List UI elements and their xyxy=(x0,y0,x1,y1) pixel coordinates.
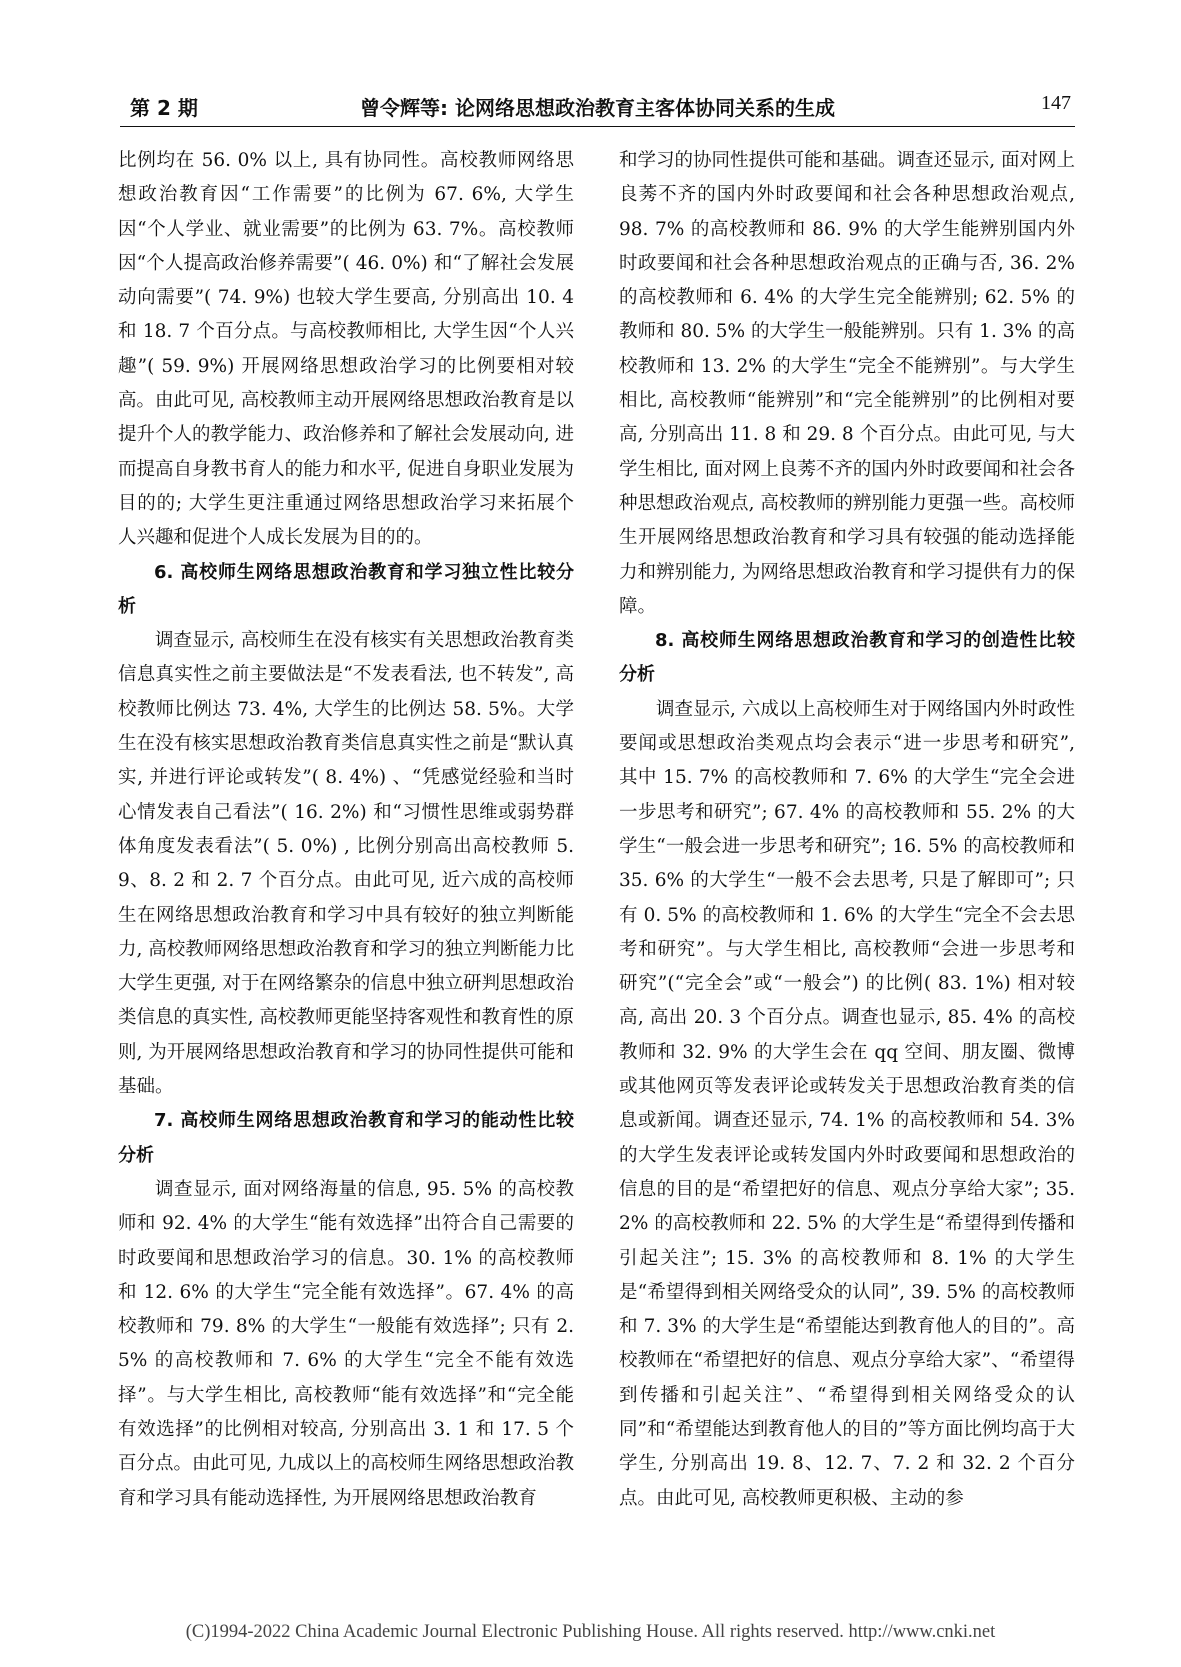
section-heading: 8. 高校师生网络思想政治教育和学习的创造性比较分析 xyxy=(619,630,1075,686)
body-paragraph: 调查显示, 高校师生在没有核实有关思想政治教育类信息真实性之前主要做法是“不发表看法, 也不转发”, 高校教师比例达 73. 4%, 大学生的比例达 58. 5%。大学生在没有核实思想政治教育类信息真实性之前是“默认真实, 并进行评论或转发”( 8. 4%) 、“凭感觉经验和当时心情发表自己看法”( 16. 2%) 和“习惯性思维或弱势群体角度发表看法”( 5. 0%) , 比例分别高出高校教师 5. 9、8. 2 和 2. 7 个百分点。由此可见, 近六成的高校师生在网络思想政治教育和学习中具有较好的独立判断能力, 高校教师网络思想政治教育和学习的独立判断能力比大学生更强, 对于在网络繁杂的信息中独立研判思想政治类信息的真实性, 高校教师更能坚持客观性和教育性的原则, 为开展网络思想政治教育和学习的协同性提供可能和基础。 xyxy=(118,630,574,1098)
section-heading: 6. 高校师生网络思想政治教育和学习独立性比较分析 xyxy=(118,561,574,617)
running-header xyxy=(120,86,1075,127)
body-paragraph: 比例均在 56. 0% 以上, 具有协同性。高校教师网络思想政治教育因“工作需要”的比例为 67. 6%, 大学生因“个人学业、就业需要”的比例为 63. 7%。高校教师因“个人提高政治修养需要”( 46. 0%) 和“了解社会发展动向需要”( 74. 9%) 也较大学生要高, 分别高出 10. 4 和 18. 7 个百分点。与高校教师相比, 大学生因“个人兴趣”( 59. 9%) 开展网络思想政治学习的比例要相对较高。由此可见, 高校教师主动开展网络思想政治教育是以提升个人的教学能力、政治修养和了解社会发展动向, 进而提高自身教书育人的能力和水平, 促进自身职业发展为目的的; 大学生更注重通过网络思想政治学习来拓展个人兴趣和促进个人成长发展为目的的。 xyxy=(118,150,574,549)
section-heading: 7. 高校师生网络思想政治教育和学习的能动性比较分析 xyxy=(118,1110,574,1166)
running-title: 曾令辉等: 论网络思想政治教育主客体协同关系的生成 xyxy=(360,96,835,120)
body-paragraph: 调查显示, 六成以上高校师生对于网络国内外时政性要闻或思想政治类观点均会表示“进一步思考和研究”, 其中 15. 7% 的高校教师和 7. 6% 的大学生“完全会进一步思考和研究”; 67. 4% 的高校教师和 55. 2% 的大学生“一般会进一步思考和研究”; 16. 5% 的高校教师和 35. 6% 的大学生“一般不会去思考, 只是了解即可”; 只有 0. 5% 的高校教师和 1. 6% 的大学生“完全不会去思考和研究”。与大学生相比, 高校教师“会进一步思考和研究”(“完全会”或“一般会”) 的比例( 83. 1%) 相对较高, 高出 20. 3 个百分点。调查也显示, 85. 4% 的高校教师和 32. 9% 的大学生会在 qq 空间、朋友圈、微博或其他网页等发表评论或转发关于思想政治教育类的信息或新闻。调查还显示, 74. 1% 的高校教师和 54. 3% 的大学生发表评论或转发国内外时政要闻和思想政治的信息的目的是“希望把好的信息、观点分享给大家”; 35. 2% 的高校教师和 22. 5% 的大学生是“希望得到传播和引起关注”; 15. 3% 的高校教师和 8. 1% 的大学生是“希望得到相关网络受众的认同”, 39. 5% 的高校教师和 7. 3% 的大学生是“希望能达到教育他人的目的”。高校教师在“希望把好的信息、观点分享给大家”、“希望得到传播和引起关注”、“希望得到相关网络受众的认同”和“希望能达到教育他人的目的”等方面比例均高于大学生, 分别高出 19. 8、12. 7、7. 2 和 32. 2 个百分点。由此可见, 高校教师更积极、主动的参 xyxy=(619,698,1075,1509)
body-paragraph: 和学习的协同性提供可能和基础。调查还显示, 面对网上良莠不齐的国内外时政要闻和社会各种思想政治观点, 98. 7% 的高校教师和 86. 9% 的大学生能辨别国内外时政要闻和社会各种思想政治观点的正确与否, 36. 2% 的高校教师和 6. 4% 的大学生完全能辨别; 62. 5% 的教师和 80. 5% 的大学生一般能辨别。只有 1. 3% 的高校教师和 13. 2% 的大学生“完全不能辨别”。与大学生相比, 高校教师“能辨别”和“完全能辨别”的比例相对要高, 分别高出 11. 8 和 29. 8 个百分点。由此可见, 与大学生相比, 面对网上良莠不齐的国内外时政要闻和社会各种思想政治观点, 高校教师的辨别能力更强一些。高校师生开展网络思想政治教育和学习具有较强的能动选择能力和辨别能力, 为网络思想政治教育和学习提供有力的保障。 xyxy=(619,150,1075,617)
body-paragraph: 调查显示, 面对网络海量的信息, 95. 5% 的高校教师和 92. 4% 的大学生“能有效选择”出符合自己需要的时政要闻和思想政治学习的信息。30. 1% 的高校教师和 12. 6% 的大学生“完全能有效选择”。67. 4% 的高校教师和 79. 8% 的大学生“一般能有效选择”; 只有 2. 5% 的高校教师和 7. 6% 的大学生“完全不能有效选择”。与大学生相比, 高校教师“能有效选择”和“完全能有效选择”的比例相对较高, 分别高出 3. 1 和 17. 5 个百分点。由此可见, 九成以上的高校师生网络思想政治教育和学习具有能动选择性, 为开展网络思想政治教育 xyxy=(118,1178,574,1509)
issue-number: 第 2 期 xyxy=(130,96,198,120)
right-column xyxy=(619,144,1075,1516)
page-number: 147 xyxy=(1041,92,1071,114)
copyright-footer: (C)1994-2022 China Academic Journal Electronic Publishing House. All rights reserved. http://www.cnki.net xyxy=(185,1622,996,1642)
left-column xyxy=(118,144,574,1516)
